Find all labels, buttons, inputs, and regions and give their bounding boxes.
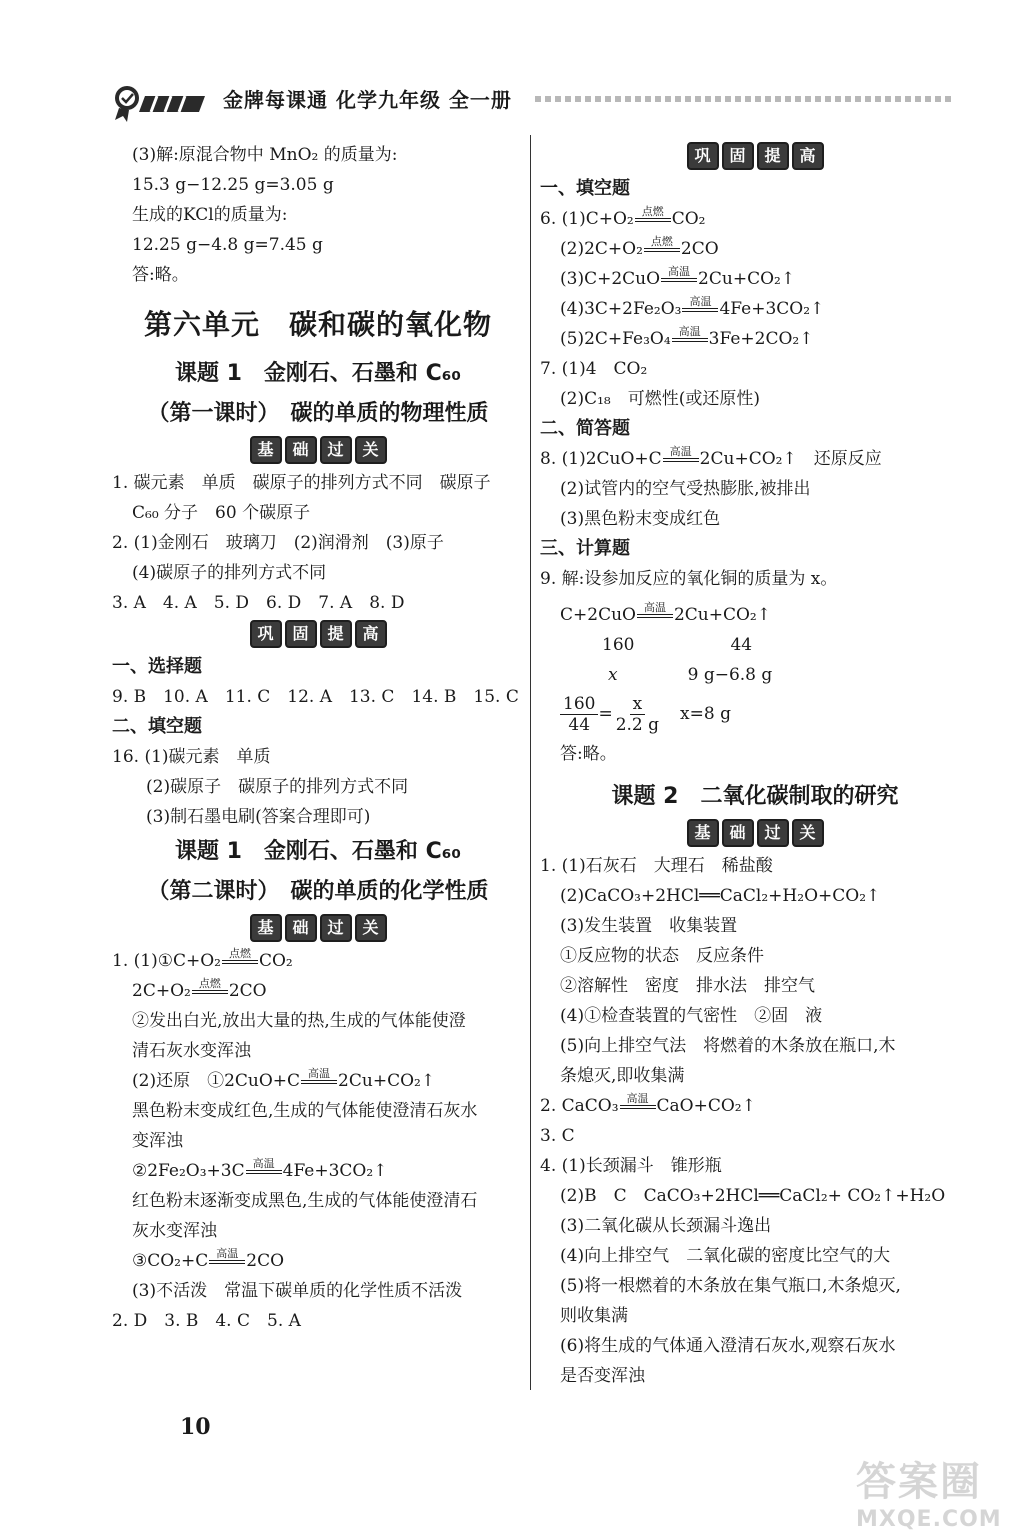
reaction-arrow: 高温 (672, 326, 708, 342)
answer-line: 则收集满 (560, 1306, 628, 1326)
reaction-arrow: 高温 (637, 602, 673, 618)
right-column (540, 140, 970, 1391)
lesson-title: 课题 2 二氧化碳制取的研究 (611, 784, 899, 809)
medal-logo-icon (105, 80, 215, 124)
answer-line: (5)向上排空气法 将燃着的木条放在瓶口,木 (560, 1036, 896, 1056)
banner-char: 础 (722, 819, 754, 847)
answer-line: (5)将一根燃着的木条放在集气瓶口,木条熄灭, (560, 1276, 901, 1296)
calc-line: 15.3 g−12.25 g=3.05 g (132, 175, 334, 195)
banner-char: 高 (792, 142, 824, 170)
banner-char: 过 (320, 914, 352, 942)
answer-line: 是否变浑浊 (560, 1366, 645, 1386)
reaction-arrow: 高温 (661, 266, 697, 282)
calc-line: 答:略。 (132, 265, 189, 285)
answer-line: 9. 解:设参加反应的氧化铜的质量为 x。 (540, 569, 838, 589)
banner-char: 提 (757, 142, 789, 170)
banner-char: 固 (285, 620, 317, 648)
banner-char: 础 (285, 914, 317, 942)
banner-basic (540, 819, 970, 847)
equation-line: 8. (1)2CuO+C 高温 2Cu+CO₂↑ 还原反应 (540, 444, 882, 469)
answer-line: 灰水变浑浊 (132, 1221, 217, 1241)
proportion-line: $\frac{160}{44}$ = $\frac{x}{2.2 g}$ x=8 g (540, 694, 970, 735)
equation-line: 2C+O₂ 点燃 2CO (132, 976, 267, 1001)
reaction-arrow: 高温 (663, 446, 699, 462)
equation-line: (5)2C+Fe₃O₄ 高温 3Fe+2CO₂↑ (560, 324, 814, 349)
lesson-title: 课题 1 金刚石、石墨和 C₆₀ (174, 361, 462, 386)
reaction-arrow: 点燃 (644, 236, 680, 252)
unit-title: 第六单元 碳和碳的氧化物 (143, 308, 492, 341)
banner-char: 基 (687, 819, 719, 847)
answer-line: (4)向上排空气 二氧化碳的密度比空气的大 (560, 1246, 891, 1266)
header-dotted-rule (535, 96, 955, 102)
banner-char: 过 (757, 819, 789, 847)
answer-line: (4)①检查装置的气密性 ②固 液 (560, 1006, 823, 1026)
answer-line: 3. C (540, 1126, 575, 1146)
answer-line: 1. 碳元素 单质 碳原子的排列方式不同 碳原子 (112, 473, 491, 493)
answer-line: (2)试管内的空气受热膨胀,被排出 (560, 479, 811, 499)
answer-line: (6)将生成的气体通入澄清石灰水,观察石灰水 (560, 1336, 896, 1356)
answer-line: ①反应物的状态 反应条件 (560, 946, 764, 966)
banner-improve (112, 620, 524, 648)
section-heading: 二、简答题 (540, 418, 630, 439)
equation-line: (4)3C+2Fe₂O₃ 高温 4Fe+3CO₂↑ (560, 294, 825, 319)
mass-row: 160 44 (602, 635, 753, 655)
answer-line: (3)发生装置 收集装置 (560, 916, 738, 936)
answer-line: (3)不活泼 常温下碳单质的化学性质不活泼 (132, 1281, 463, 1301)
answer-line: 7. (1)4 CO₂ (540, 359, 648, 379)
section-heading: 二、填空题 (112, 716, 202, 737)
calc-line: 生成的KCl的质量为: (132, 205, 288, 225)
answer-line: 黑色粉末变成红色,生成的气体能使澄清石灰水 (132, 1101, 478, 1121)
mass-row: x 9 g−6.8 g (608, 665, 773, 685)
answer-line: 16. (1)碳元素 单质 (112, 747, 271, 767)
banner-char: 关 (355, 914, 387, 942)
answer-line: ②溶解性 密度 排水法 排空气 (560, 976, 815, 996)
answer-line: C₆₀ 分子 60 个碳原子 (132, 503, 311, 523)
banner-char: 固 (722, 142, 754, 170)
equation-line: (3)C+2CuO 高温 2Cu+CO₂↑ (560, 264, 796, 289)
page-number: 10 (180, 1414, 211, 1440)
answer-line: 2. D 3. B 4. C 5. A (112, 1311, 301, 1331)
answer-line: 3. A 4. A 5. D 6. D 7. A 8. D (112, 593, 405, 613)
reaction-arrow: 高温 (620, 1093, 656, 1109)
banner-char: 础 (285, 436, 317, 464)
banner-char: 过 (320, 436, 352, 464)
answer-line: (4)碳原子的排列方式不同 (132, 563, 327, 583)
watermark-logo (856, 1450, 1026, 1530)
answer-line: 9. B 10. A 11. C 12. A 13. C 14. B 15. C (112, 687, 519, 707)
answer-line: (3)黑色粉末变成红色 (560, 509, 721, 529)
fraction: $\frac{x}{2.2 g}$ (615, 694, 660, 735)
banner-basic (112, 436, 524, 464)
calc-line: (3)解:原混合物中 MnO₂ 的质量为: (132, 145, 398, 165)
answer-line: 条熄灭,即收集满 (560, 1066, 685, 1086)
reaction-arrow: 点燃 (222, 948, 258, 964)
answer-line: (3)二氧化碳从长颈漏斗逸出 (560, 1216, 772, 1236)
equation-line: ③CO₂+C 高温 2CO (132, 1246, 285, 1271)
section-heading: 三、计算题 (540, 538, 630, 559)
equation-line: (2)还原 ①2CuO+C 高温 2Cu+CO₂↑ (132, 1066, 436, 1091)
lesson-subtitle: （第一课时） 碳的单质的物理性质 (147, 401, 489, 426)
left-column (112, 140, 524, 1336)
equation-line: 1. (1)①C+O₂ 点燃 CO₂ (112, 946, 293, 971)
answer-line: (2)B C CaCO₃+2HCl══CaCl₂+ CO₂↑+H₂O (560, 1186, 946, 1206)
answer-line: (2)CaCO₃+2HCl══CaCl₂+H₂O+CO₂↑ (560, 886, 881, 906)
equation-line: ②2Fe₂O₃+3C 高温 4Fe+3CO₂↑ (132, 1156, 388, 1181)
answer-line: 答:略。 (560, 744, 617, 764)
lesson-title: 课题 1 金刚石、石墨和 C₆₀ (174, 839, 462, 864)
banner-char: 巩 (687, 142, 719, 170)
answer-line: 红色粉末逐渐变成黑色,生成的气体能使澄清石 (132, 1191, 478, 1211)
banner-char: 高 (355, 620, 387, 648)
banner-char: 巩 (250, 620, 282, 648)
answer-line: (2)C₁₈ 可燃性(或还原性) (560, 389, 760, 409)
banner-char: 关 (355, 436, 387, 464)
banner-char: 基 (250, 914, 282, 942)
answer-line: (2)碳原子 碳原子的排列方式不同 (146, 777, 409, 797)
section-heading: 一、填空题 (540, 178, 630, 199)
watermark-text: 答案圈 (856, 1459, 982, 1505)
answer-line: 1. (1)石灰石 大理石 稀盐酸 (540, 856, 773, 876)
column-divider (530, 135, 531, 1390)
equation-line: (2)2C+O₂ 点燃 2CO (560, 234, 719, 259)
answer-line: 4. (1)长颈漏斗 锥形瓶 (540, 1156, 722, 1176)
banner-char: 关 (792, 819, 824, 847)
answer-line: (3)制石墨电刷(答案合理即可) (146, 807, 371, 827)
reaction-arrow: 点燃 (635, 206, 671, 222)
calc-line: 12.25 g−4.8 g=7.45 g (132, 235, 323, 255)
reaction-arrow: 高温 (246, 1158, 282, 1174)
banner-char: 基 (250, 436, 282, 464)
reaction-arrow: 高温 (682, 296, 718, 312)
answer-line: 变浑浊 (132, 1131, 183, 1151)
banner-char: 提 (320, 620, 352, 648)
reaction-arrow: 点燃 (192, 978, 228, 994)
equation-line: 6. (1)C+O₂ 点燃 CO₂ (540, 204, 706, 229)
page-header (105, 76, 955, 128)
answer-line: ②发出白光,放出大量的热,生成的气体能使澄 (132, 1011, 466, 1031)
equation-line: 2. CaCO₃ 高温 CaO+CO₂↑ (540, 1091, 756, 1116)
banner-basic (112, 914, 524, 942)
answer-line: 2. (1)金刚石 玻璃刀 (2)润滑剂 (3)原子 (112, 533, 444, 553)
banner-improve (540, 142, 970, 170)
book-title: 金牌每课通 化学九年级 全一册 (223, 88, 512, 112)
reaction-arrow: 高温 (209, 1248, 245, 1264)
reaction-arrow: 高温 (301, 1068, 337, 1084)
watermark-url: MXQE.COM (856, 1507, 1002, 1532)
answer-line: 清石灰水变浑浊 (132, 1041, 251, 1061)
fraction: $\frac{160}{44}$ (560, 694, 598, 735)
equation-line: C+2CuO 高温 2Cu+CO₂↑ (560, 600, 771, 625)
section-heading: 一、选择题 (112, 656, 202, 677)
lesson-subtitle: （第二课时） 碳的单质的化学性质 (147, 879, 489, 904)
